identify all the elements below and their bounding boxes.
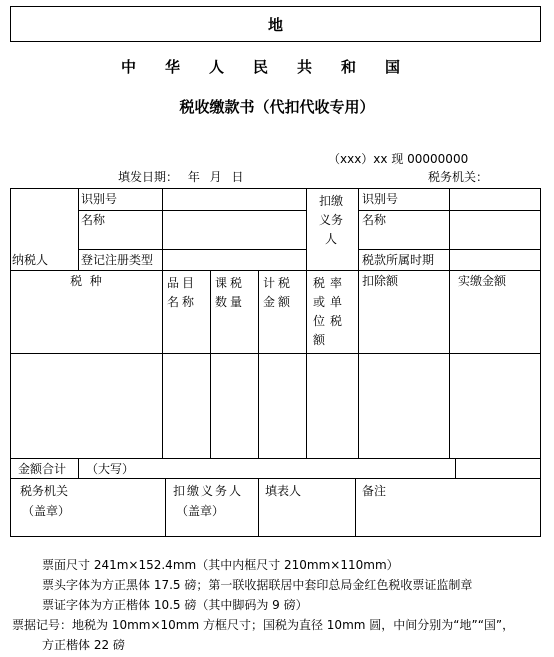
amount-total-label: 金额合计: [18, 462, 67, 476]
taxpayer-group-label: 纳税人: [12, 253, 49, 267]
amount-uppercase-label: （大写）: [86, 462, 135, 476]
note-line-4: 票据记号：地税为 10mm×10mm 方框尺寸；国税为直径 10mm 圆，中间分别为“地”“国”，: [12, 618, 515, 632]
header-taxable-qty: 课税数量: [215, 276, 246, 309]
fill-date-label: 填发日期： 年 月 日: [118, 170, 244, 184]
header-tax-type: 税 种: [70, 274, 102, 288]
serial-number: （xxx）xx 现 00000000: [328, 152, 469, 166]
tax-office-label: 税务机关：: [428, 170, 489, 184]
taxpayer-id-label: 识别号: [81, 192, 118, 206]
withholder-group-label: 扣缴义务人: [318, 194, 343, 246]
sign-withholder-seal: （盖章）: [176, 504, 225, 518]
sign-remarks-label: 备注: [362, 484, 387, 498]
sign-filler-label: 填表人: [265, 484, 302, 498]
form-mark-char: 地: [267, 15, 283, 34]
sign-tax-office-seal: （盖章）: [22, 504, 71, 518]
withholder-name-label: 名称: [362, 213, 387, 227]
taxpayer-reg-type-label: 登记注册类型: [81, 253, 154, 267]
header-taxable-amount: 计税金额: [263, 276, 294, 309]
header-actual-paid: 实缴金额: [458, 274, 507, 288]
country-name: 中华人民共和国: [120, 58, 429, 76]
taxpayer-name-label: 名称: [81, 213, 106, 227]
header-item-name: 品目名称: [167, 276, 198, 309]
withholder-id-label: 识别号: [362, 192, 399, 206]
header-deduction: 扣除额: [362, 274, 399, 288]
header-rate: 税率或单位税额: [313, 276, 348, 347]
note-line-3: 票证字体为方正楷体 10.5 磅（其中脚码为 9 磅）: [42, 598, 308, 612]
withholder-period-label: 税款所属时期: [362, 253, 435, 267]
note-line-1: 票面尺寸 241m×152.4mm（其中内框尺寸 210mm×110mm）: [42, 558, 399, 572]
document-title: 税收缴款书（代扣代收专用）: [179, 98, 375, 116]
sign-withholder-label: 扣缴义务人: [173, 484, 244, 498]
sign-tax-office-label: 税务机关: [20, 484, 69, 498]
note-line-5: 方正楷体 22 磅: [42, 638, 125, 652]
note-line-2: 票头字体为方正黑体 17.5 磅；第一联收据联居中套印总局金红色税收票证监制章: [42, 578, 473, 592]
